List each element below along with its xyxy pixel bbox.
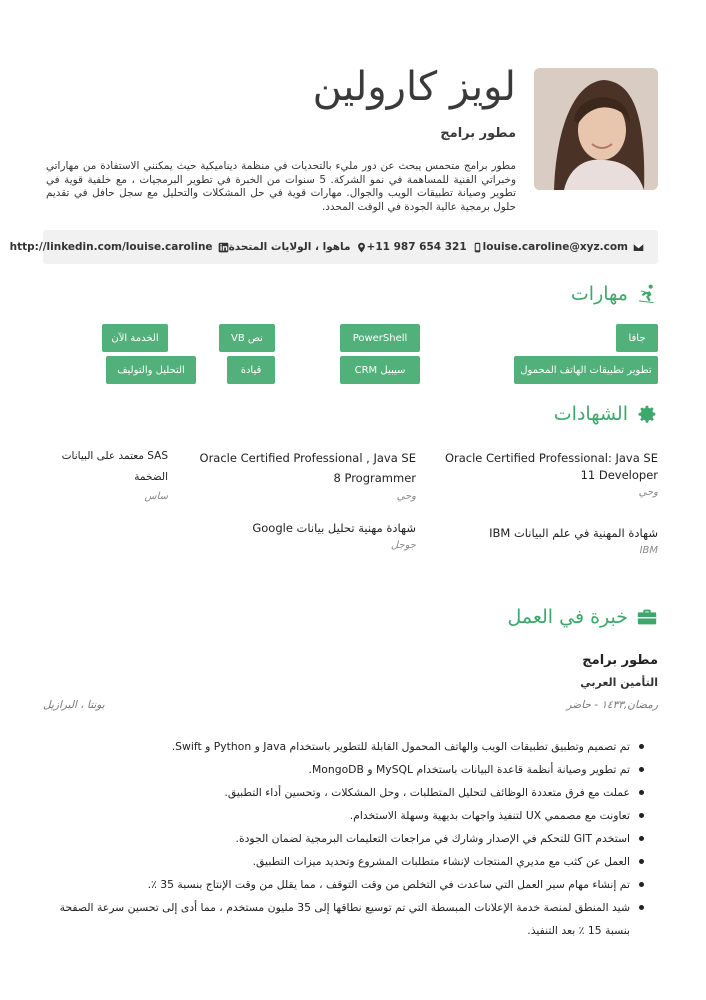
skills-heading (571, 283, 658, 305)
profile-photo (534, 68, 658, 190)
briefcase-icon (636, 606, 658, 628)
skier-icon (636, 283, 658, 305)
contact-linkedin[interactable] (10, 241, 229, 253)
certification-item (44, 446, 168, 502)
list-item: تم إنشاء مهام سير العمل التي ساعدت في التخلص من وقت التوقف ، مما يقلل من وقت الإنتاج بنسبة 35 ٪. (44, 873, 644, 896)
certification-title: شهادة مهنية تحليل بيانات Google (252, 521, 416, 535)
skill-chip: نص VB (219, 324, 275, 352)
skill-chip: جافا (616, 324, 658, 352)
certification-title: Oracle Certified Professional: Java SE 11 Developer (444, 451, 658, 482)
email-text: louise.caroline@xyz.com (482, 241, 628, 253)
certification-item (432, 450, 658, 498)
certification-issuer: جوجل (390, 540, 416, 551)
skill-chip: التحليل والتوليف (106, 356, 196, 384)
phone-text: +11 987 654 321 (366, 241, 467, 253)
experience-heading (507, 606, 658, 628)
linkedin-text: http://linkedin.com/louise.caroline (9, 241, 213, 253)
skills-heading-text: مهارات (570, 283, 628, 305)
job-company: التأمين العربي (580, 676, 658, 689)
certification-title: SAS معتمد على البيانات الضخمة (61, 450, 168, 483)
contact-location (229, 241, 367, 253)
contact-bar (9, 230, 658, 264)
certification-item (194, 520, 416, 551)
certification-issuer: وحي (396, 491, 416, 502)
list-item: تعاونت مع مصممي UX لتنفيذ واجهات بديهية وسهلة الاستخدام. (44, 804, 644, 827)
envelope-icon (633, 242, 644, 253)
skill-chip: قيادة (227, 356, 275, 384)
gear-icon (636, 403, 658, 425)
job-location: بونتا ، البرازيل (43, 699, 105, 711)
skill-chip: الخدمة الآن (102, 324, 168, 352)
contact-phone[interactable] (367, 241, 483, 253)
certification-title: Oracle Certified Professional , Java SE 8 Programmer (199, 451, 416, 485)
profile-summary: مطور برامج متحمس يبحث عن دور مليء بالتحديات في منظمة ديناميكية حيث يمكنني الاستفادة من مهاراتي وخبراتي الفنية للمساهمة في نمو الشركة. 5 سنوات من الخبرة في تطوير البرمجيات ، مع خلفية قوية في تطوير وصيانة تطبيقات الويب والجوال. مهارات قوية في حل المشكلات والتحليل مع سجل حافل في تقديم حلول برمجية عالية الجودة في الوقت المحدد. (46, 160, 516, 213)
certification-issuer: IBM (639, 545, 658, 556)
certification-item (438, 525, 658, 556)
certifications-heading (554, 403, 658, 425)
person-portrait-icon (534, 68, 658, 190)
map-pin-icon (356, 242, 367, 253)
job-date: رمضان,١٤٣٣ - حاضر (566, 699, 658, 711)
job-title: مطور برامج (582, 653, 658, 668)
certification-title: شهادة المهنية في علم البيانات IBM (489, 526, 658, 540)
candidate-role: مطور برامج (440, 126, 516, 141)
location-text: ماهوا ، الولايات المتحدة (228, 241, 351, 253)
contact-email[interactable] (483, 241, 644, 253)
experience-heading-text: خبرة في العمل (507, 606, 628, 628)
certification-issuer: وحي (638, 487, 658, 498)
skill-chip: PowerShell (340, 324, 420, 352)
list-item: عملت مع فرق متعددة الوظائف لتحليل المتطلبات ، وحل المشكلات ، وتحسين أداء التطبيق. (44, 781, 644, 804)
certification-issuer: ساس (144, 491, 168, 502)
job-responsibilities (44, 735, 644, 942)
certification-item (194, 448, 416, 502)
mobile-phone-icon (472, 242, 483, 253)
skill-chip: تطوير تطبيقات الهاتف المحمول (514, 356, 658, 384)
list-item: تم تصميم وتطبيق تطبيقات الويب والهاتف المحمول القابلة للتطوير باستخدام Java و Python و Swift. (44, 735, 644, 758)
list-item: العمل عن كثب مع مديري المنتجات لإنشاء متطلبات المشروع وتحديد ميزات التطبيق. (44, 850, 644, 873)
list-item: شيد المنطق لمنصة خدمة الإعلانات المبسطة التي تم توسيع نطاقها إلى 35 مليون مستخدم ، مما أدى إلى تحسين سرعة الصفحة بنسبة 15 ٪ بعد التنفيذ. (44, 896, 644, 942)
certifications-heading-text: الشهادات (553, 403, 628, 425)
skills-list (43, 320, 658, 390)
list-item: استخدم GIT للتحكم في الإصدار وشارك في مراجعات التعليمات البرمجية لضمان الجودة. (44, 827, 644, 850)
skill-chip: سيبيل CRM (340, 356, 420, 384)
linkedin-icon (218, 242, 229, 253)
candidate-name: لويز كارولين (312, 64, 516, 110)
list-item: تم تطوير وصيانة أنظمة قاعدة البيانات باستخدام MySQL و MongoDB. (44, 758, 644, 781)
